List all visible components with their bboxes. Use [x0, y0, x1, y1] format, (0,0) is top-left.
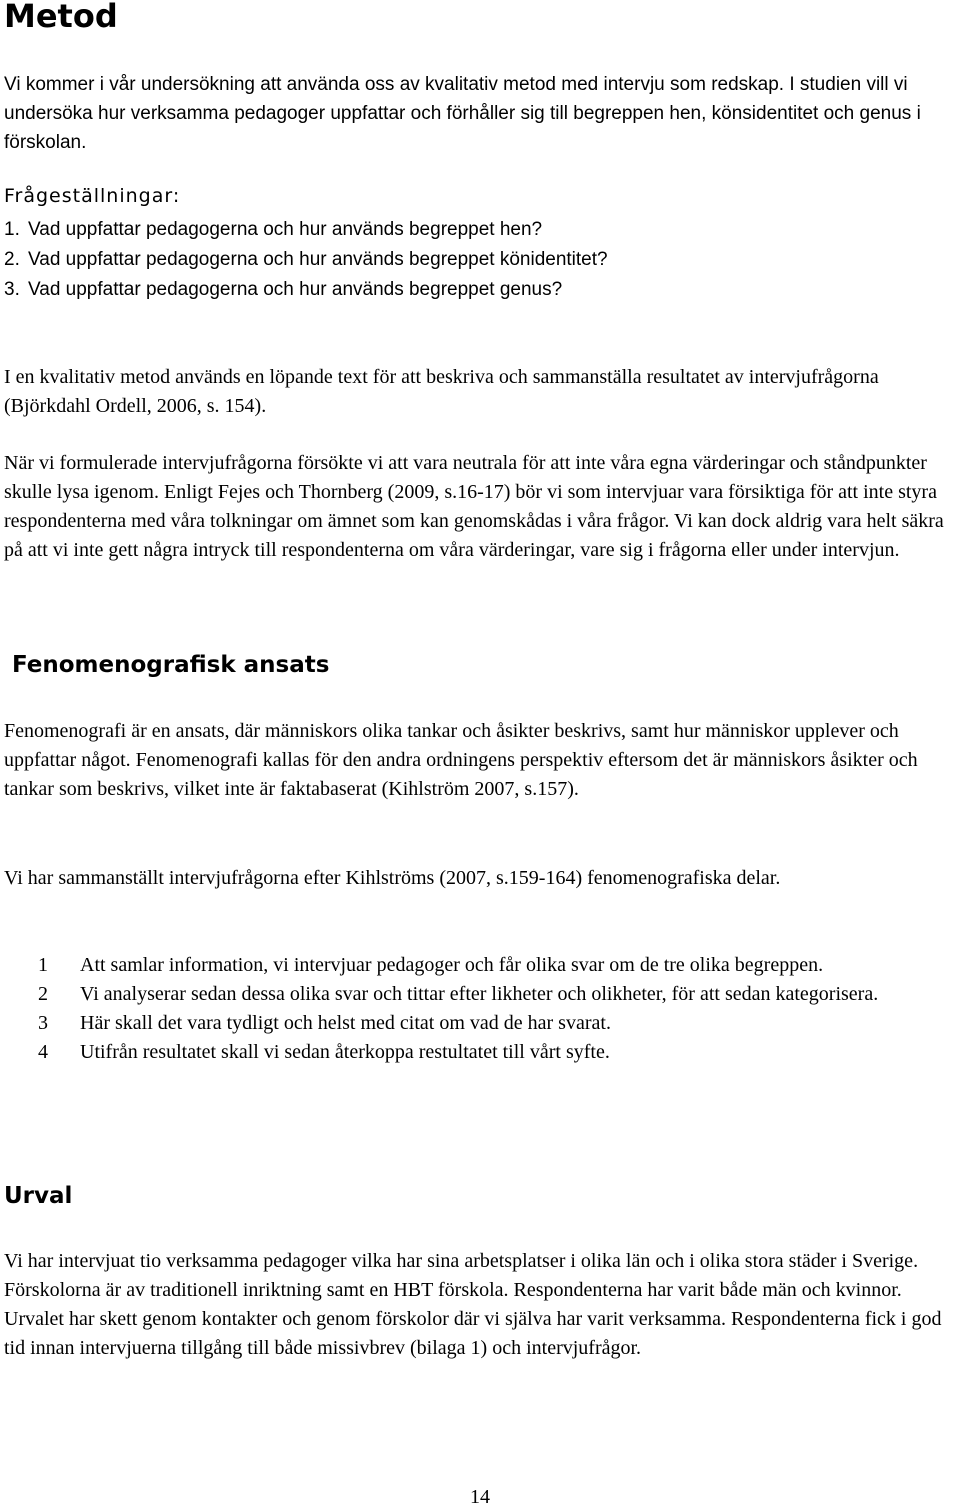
step-text: Vi analyserar sedan dessa olika svar och tittar efter likheter och olikheter, för att sedan kategorisera. — [80, 983, 879, 1005]
urval-paragraph: Vi har intervjuat tio verksamma pedagoger vilka har sina arbetsplatser i olika län och i olika stora städer i Sverige. Förskolorna är av traditionell inriktning samt en HBT förskola. Respondenterna har varit både män och kvinnor. Urvalet har skett genom kontakter och genom förskolor där vi själva har varit verksamma. Respondenterna fick i god tid innan intervjuerna tillgång till både missivbrev (bilaga 1) och intervjufrågor. — [4, 1250, 942, 1359]
step-text: Att samlar information, vi intervjuar pedagoger och får olika svar om de tre olika begreppen. — [80, 954, 824, 976]
steps-list — [38, 951, 958, 1067]
step-item — [38, 980, 958, 1009]
step-number: 3 — [38, 1012, 48, 1034]
question-item — [4, 215, 608, 245]
step-item — [38, 1038, 958, 1067]
heading-metod: Metod — [4, 0, 118, 35]
question-text: Vad uppfattar pedagogerna och hur används begreppet hen? — [28, 219, 543, 240]
questions-list — [4, 215, 608, 305]
step-item — [38, 951, 958, 980]
questions-label: Frågeställningar: — [4, 185, 181, 207]
fenomenografi-paragraph-2: Vi har sammanställt intervjufrågorna efter Kihlströms (2007, s.159-164) fenomenografiska delar. — [4, 867, 781, 889]
questions-label-row — [4, 185, 954, 207]
step-number: 1 — [38, 954, 48, 976]
question-number: 3. — [4, 279, 20, 300]
metod-paragraph-1: I en kvalitativ metod används en löpande text för att beskriva och sammanställa resultatet av intervjufrågorna (Björkdahl Ordell, 2006, s. 154). — [4, 366, 879, 417]
question-item — [4, 275, 608, 305]
question-number: 1. — [4, 219, 20, 240]
page-number: 14 — [470, 1486, 490, 1508]
fenomenografi-paragraph-1: Fenomenografi är en ansats, där människors olika tankar och åsikter beskrivs, samt hur människor upplever och uppfattar något. Fenomenografi kallas för den andra ordningens perspektiv eftersom det är människors åsikter och tankar som beskrivs, vilket inte är faktabaserat (Kihlström 2007, s.157). — [4, 720, 918, 800]
step-text: Här skall det vara tydligt och helst med citat om vad de har svarat. — [80, 1012, 611, 1034]
heading-urval: Urval — [4, 1183, 73, 1209]
metod-paragraph-2: När vi formulerade intervjufrågorna försökte vi att vara neutrala för att inte våra egna värderingar och ståndpunkter skulle lysa igenom. Enligt Fejes och Thornberg (2009, s.16-17) bör vi som intervjuar vara försiktiga för att inte styra respondenterna med våra tolkningar om ämnet som kan genomskådas i våra frågor. Vi kan dock aldrig vara helt säkra på att vi inte gett några intryck till respondenterna om våra värderingar, vare sig i frågorna eller under intervjun. — [4, 452, 944, 561]
question-number: 2. — [4, 249, 20, 270]
heading-fenomenografisk-ansats: Fenomenografisk ansats — [12, 652, 330, 678]
question-text: Vad uppfattar pedagogerna och hur används begreppet genus? — [28, 279, 563, 300]
step-text: Utifrån resultatet skall vi sedan återkoppa restultatet till vårt syfte. — [80, 1041, 610, 1063]
question-item — [4, 245, 608, 275]
question-text: Vad uppfattar pedagogerna och hur används begreppet könidentitet? — [28, 249, 608, 270]
step-item — [38, 1009, 958, 1038]
metod-intro: Vi kommer i vår undersökning att använda oss av kvalitativ metod med intervju som redskap. I studien vill vi undersöka hur verksamma pedagoger uppfattar och förhåller sig till begreppen hen, könsidentitet och genus i förskolan. — [4, 74, 921, 153]
step-number: 2 — [38, 983, 48, 1005]
step-number: 4 — [38, 1041, 48, 1063]
